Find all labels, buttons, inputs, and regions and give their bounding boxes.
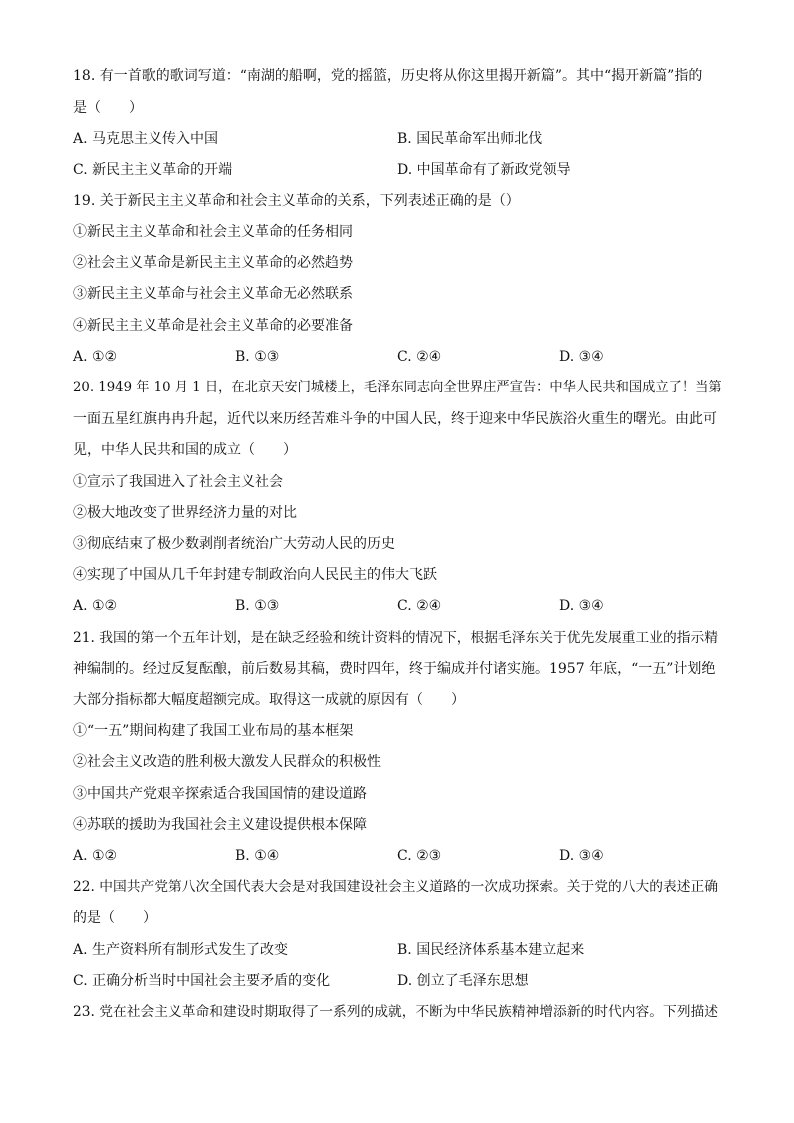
- statement-item: ①新民主主义革命和社会主义革命的任务相同: [73, 224, 353, 240]
- option-b[interactable]: B. ①④: [235, 848, 280, 864]
- statement-item: ③新民主主义革命与社会主义革命无必然联系: [73, 286, 353, 302]
- option-d[interactable]: D. 创立了毛泽东思想: [397, 973, 529, 989]
- statement-item: ④新民主主义革命是社会主义革命的必要准备: [73, 318, 353, 334]
- question-stem-line: 是（ ）: [73, 100, 143, 116]
- option-d[interactable]: D. ③④: [559, 349, 604, 365]
- option-a[interactable]: A. ①②: [73, 349, 118, 365]
- question-stem-line: 一面五星红旗冉冉升起，近代以来历经苦难斗争的中国人民，终于迎来中华民族浴火重生的曙光。由此可: [73, 411, 717, 427]
- question-stem-line: 见，中华人民共和国的成立（ ）: [73, 442, 297, 458]
- option-a[interactable]: A. ①②: [73, 848, 118, 864]
- question-stem-line: 大部分指标都大幅度超额完成。取得这一成就的原因有（ ）: [73, 692, 465, 708]
- option-a[interactable]: A. 生产资料所有制形式发生了改变: [73, 942, 289, 958]
- question-stem-line: 20. 1949 年 10 月 1 日，在北京天安门城楼上，毛泽东同志向全世界庄严宣告：中华人民共和国成立了！当第: [73, 380, 722, 395]
- option-d[interactable]: D. ③④: [559, 848, 604, 864]
- statement-item: ④实现了中国从几千年封建专制政治向人民民主的伟大飞跃: [73, 567, 437, 583]
- option-a[interactable]: A. 马克思主义传入中国: [73, 131, 219, 147]
- statement-item: ④苏联的援助为我国社会主义建设提供根本保障: [73, 817, 367, 833]
- question-stem-line: 19. 关于新民主主义革命和社会主义革命的关系，下列表述正确的是（）: [73, 193, 520, 209]
- statement-item: ③彻底结束了极少数剥削者统治广大劳动人民的历史: [73, 536, 395, 552]
- statement-item: ③中国共产党艰辛探索适合我国国情的建设道路: [73, 786, 367, 802]
- statement-item: ②社会主义革命是新民主主义革命的必然趋势: [73, 255, 353, 271]
- option-c[interactable]: C. 正确分析当时中国社会主要矛盾的变化: [73, 973, 331, 989]
- question-stem-line: 23. 党在社会主义革命和建设时期取得了一系列的成就，不断为中华民族精神增添新的时代内容。下列描述: [73, 1004, 718, 1020]
- option-b[interactable]: B. 国民革命军出师北伐: [397, 131, 543, 147]
- option-b[interactable]: B. ①③: [235, 598, 280, 614]
- statement-item: ①宣示了我国进入了社会主义社会: [73, 474, 283, 490]
- statement-item: ②社会主义改造的胜利极大激发人民群众的积极性: [73, 754, 381, 770]
- option-c[interactable]: C. 新民主主义革命的开端: [73, 162, 233, 178]
- option-c[interactable]: C. ②④: [397, 349, 442, 365]
- question-stem-line: 神编制的。经过反复酝酿，前后数易其稿，费时四年，终于编成并付诸实施。1957 年底，“一五”计划绝: [73, 661, 716, 677]
- question-stem-line: 的是（ ）: [73, 910, 157, 926]
- option-a[interactable]: A. ①②: [73, 598, 118, 614]
- option-d[interactable]: D. ③④: [559, 598, 604, 614]
- question-stem-line: 22. 中国共产党第八次全国代表大会是对我国建设社会主义道路的一次成功探索。关于党的八大的表述正确: [73, 879, 718, 895]
- question-stem-line: 21. 我国的第一个五年计划，是在缺乏经验和统计资料的情况下，根据毛泽东关于优先发展重工业的指示精: [73, 630, 718, 646]
- option-c[interactable]: C. ②④: [397, 598, 442, 614]
- statement-item: ①“一五”期间构建了我国工业布局的基本框架: [73, 723, 354, 739]
- option-b[interactable]: B. 国民经济体系基本建立起来: [397, 942, 585, 958]
- option-b[interactable]: B. ①③: [235, 349, 280, 365]
- option-d[interactable]: D. 中国革命有了新政党领导: [397, 162, 571, 178]
- option-c[interactable]: C. ②③: [397, 848, 442, 864]
- statement-item: ②极大地改变了世界经济力量的对比: [73, 505, 297, 521]
- question-stem-line: 18. 有一首歌的歌词写道：“南湖的船啊，党的摇篮，历史将从你这里揭开新篇”。其中“揭开新篇”指的: [73, 68, 703, 84]
